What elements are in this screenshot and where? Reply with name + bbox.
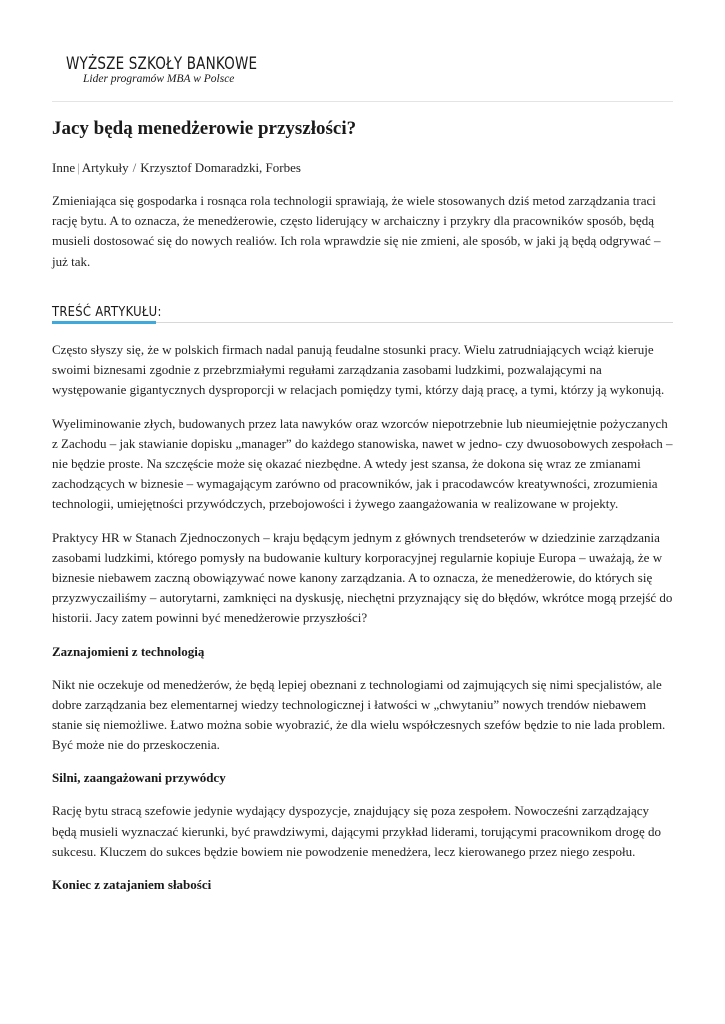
article-title: Jacy będą menedżerowie przyszłości?: [52, 118, 357, 139]
logo-title: WYŻSZE SZKOŁY BANKOWE: [66, 54, 258, 73]
site-logo[interactable]: [66, 54, 299, 85]
meta-category-link[interactable]: Inne: [52, 160, 76, 175]
meta-author: Krzysztof Domaradzki, Forbes: [140, 160, 301, 175]
section-heading-label: TREŚĆ ARTYKUŁU:: [52, 304, 162, 320]
header-divider: [52, 101, 673, 102]
article-lead: Zmieniająca się gospodarka i rosnąca rola technologii sprawiają, że wiele stosowanych dziś metod zarządzania traci rację bytu. A to oznacza, że menedżerowie, często liderujący w archaiczny i przykry dla pracowników sposób, będą musieli dostosować się do nowych realiów. Ich rola wprawdzie się nie zmieni, ale sposób, w jaki ją będą odgrywać – już tak.: [52, 193, 661, 269]
article-paragraph: Rację bytu stracą szefowie jedynie wydający dyspozycje, znajdujący się poza zespołem. Nowocześni zarządzający będą musieli wyznaczać kierunki, być prawdziwymi, dającymi przykład liderami, torującymi pracownikom drogę do sukcesu. Kluczem do sukces będzie bowiem nie powodzenie menedżera, lecz kierowanego przez niego zespołu.: [52, 803, 661, 859]
section-heading: [52, 301, 673, 320]
meta-separator: |: [77, 160, 80, 175]
article-meta: [52, 160, 301, 176]
article-paragraph: Praktycy HR w Stanach Zjednoczonych – kraju będącym jednym z głównych trendseterów w dziedzinie zarządzania zasobami ludzkimi, którego pomysły na budowanie kultury korporacyjnej regularnie kopiuje Europa – uważają, że w biznesie niebawem zaczną obowiązywać nowe kanony zarządzania. A to oznacza, że menedżerowie, do których się przyzwyczailiśmy – autorytarni, zamknięci na dyskusję, niechętni przyznający się do błędów, wkrótce mogą przejść do historii. Jacy zatem powinni być menedżerowie przyszłości?: [52, 529, 673, 626]
article-subheading: Silni, zaangażowani przywódcy: [52, 770, 226, 786]
article-subheading: Koniec z zatajaniem słabości: [52, 877, 212, 893]
article-body: [52, 340, 673, 908]
article-paragraph: Wyeliminowanie złych, budowanych przez lata nawyków oraz wzorców niepotrzebnie lub nieumiejętnie pożyczanych z Zachodu – jak stawianie dopisku „manager” do każdego stanowiska, nawet w jedno- czy dwuosobowych zespołach – nie będzie proste. Na szczęście może się okazać niezbędne. A wtedy jest szansa, że dokona się wraz ze zmianami zachodzących w biznesie – wymagającym zarówno od pracowników, jak i pracodawców kreatywności, zrozumienia technologii, umiejętności przywódczych, przebojowości i żywego zaangażowania w realizowane w projekty.: [52, 415, 673, 512]
meta-separator: /: [132, 160, 137, 175]
meta-type-link[interactable]: Artykuły: [81, 160, 129, 175]
logo-subtitle: Lider programów MBA w Polsce: [83, 73, 235, 85]
section-heading-accent: [52, 321, 156, 324]
article-paragraph: Nikt nie oczekuje od menedżerów, że będą lepiej obeznani z technologiami od zajmujących się nimi specjalistów, ale dobre zarządzania bez elementarnej wiedzy technologicznej i łatwości w „chwytaniu” nowych trendów niebawem stanie się niemożliwe. Łatwo można sobie wyobrazić, że dla wielu współczesnych szefów będzie to nie lada problem. Być może nie do przeskoczenia.: [52, 676, 666, 753]
article-subheading: Zaznajomieni z technologią: [52, 643, 205, 659]
article-paragraph: Często słyszy się, że w polskich firmach nadal panują feudalne stosunki pracy. Wielu zatrudniających wciąż kieruje swoimi biznesami zgodnie z przebrzmiałymi regułami zarządzania zasobami ludzkimi, pozwalającymi na występowanie gigantycznych dysproporcji w relacjach pomiędzy tymi, którzy dają pracę, a tymi, którzy ją wykonują.: [52, 342, 665, 398]
